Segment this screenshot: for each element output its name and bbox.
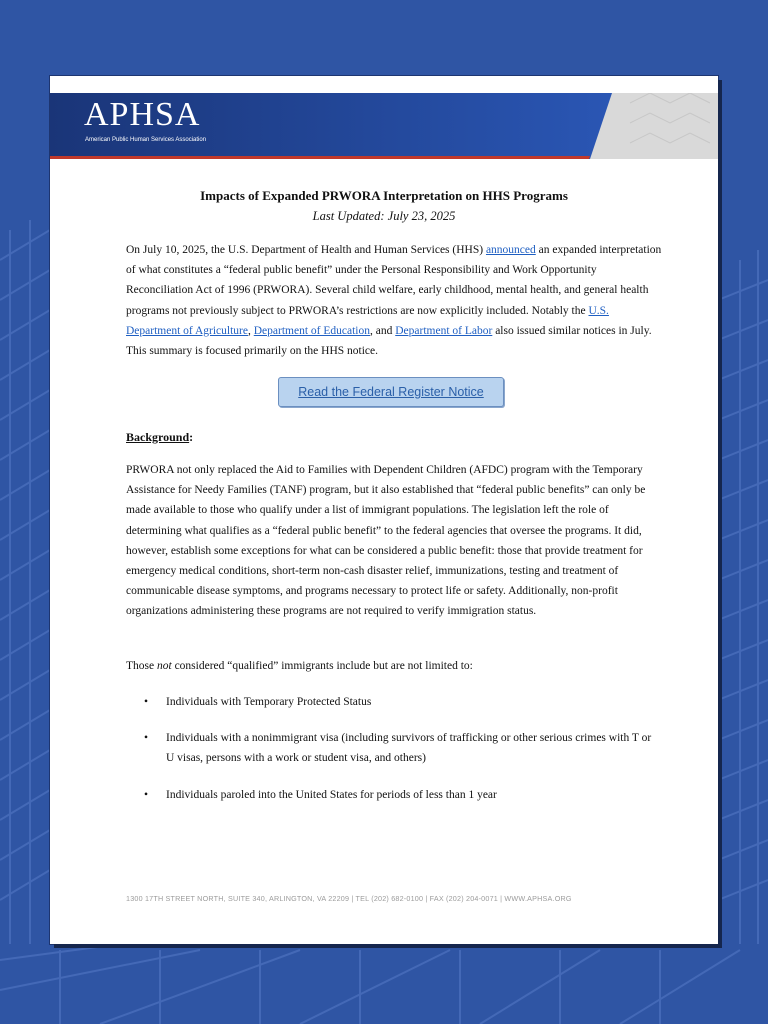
education-link[interactable]: Department of Education xyxy=(253,324,370,337)
intro-text-5: also issued similar notices in July. This summary is focused primarily on the HHS notice. xyxy=(126,324,652,358)
announced-link[interactable]: announced xyxy=(485,244,536,256)
aphsa-logo-subtitle: American Public Human Services Association xyxy=(85,137,207,143)
list-intro-after: considered “qualified” immigrants include but are not limited to: xyxy=(171,660,473,672)
list-item xyxy=(126,692,662,712)
labor-link[interactable]: Department of Labor xyxy=(395,324,493,337)
background-heading xyxy=(126,430,193,445)
federal-register-button[interactable]: Read the Federal Register Notice xyxy=(278,377,504,407)
list-item xyxy=(126,728,662,768)
bullet-icon: • xyxy=(144,696,149,708)
list-item xyxy=(126,785,662,805)
background-heading-text: Background xyxy=(126,430,190,444)
intro-paragraph xyxy=(126,240,662,361)
list-item-text: Individuals with Temporary Protected Status xyxy=(166,696,372,708)
document-page xyxy=(50,76,718,944)
qualified-list xyxy=(126,692,662,805)
background-heading-colon: : xyxy=(189,430,194,444)
usda-link[interactable]: U.S. Department of Agriculture xyxy=(126,304,609,337)
last-updated: Last Updated: July 23, 2025 xyxy=(312,209,456,223)
bullet-icon: • xyxy=(144,788,149,801)
bullet-icon: • xyxy=(144,732,149,745)
document-title: Impacts of Expanded PRWORA Interpretation on HHS Programs xyxy=(200,188,568,203)
intro-text-2: an expanded interpretation of what constitutes a “federal public benefit” under the Personal Responsibility and Work Opportunity Reconciliation Act of 1996 (PRWORA). Several child welfare, early childhood, mental health, and general health programs not previously subject to PRWORA’s restrictions are now explicitly included. Notably the xyxy=(126,244,662,317)
aphsa-logo: APHSA xyxy=(84,96,201,133)
intro-text-3: , xyxy=(248,324,254,337)
background-paragraph: PRWORA not only replaced the Aid to Families with Dependent Children (AFDC) program with the Temporary Assistance for Needy Families (TANF) program, but it also established that “federal public benefits” can only be made available to those who qualify under a list of immigrant populations. The legislation left the role of determining what qualifies as a “federal public benefit” to the federal agencies that oversee the programs. It did, however, establish some exceptions for what can be considered a public benefit: those that provide treatment for emergency medical conditions, short-term non-cash disaster relief, immunizations, testing and treatment of communicable disease symptoms, and programs necessary to protect life or safety. Additionally, non-profit organizations administering these programs are not required to verify immigration status. xyxy=(126,464,646,618)
list-intro-before: Those xyxy=(126,660,157,672)
list-intro xyxy=(126,656,662,676)
footer-address: 1300 17TH STREET NORTH, SUITE 340, ARLINGTON, VA 22209 | TEL (202) 682-0100 | FAX (202) 204-0071 | WWW.APHSA.ORG xyxy=(126,894,572,903)
intro-text-1: On July 10, 2025, the U.S. Department of Health and Human Services (HHS) xyxy=(126,244,486,256)
list-intro-italic: not xyxy=(156,660,172,672)
intro-text-4: , and xyxy=(370,324,396,337)
list-item-text: Individuals paroled into the United States for periods of less than 1 year xyxy=(166,788,497,801)
list-item-text: Individuals with a nonimmigrant visa (including survivors of trafficking or other serious crimes with T or U visas, persons with a work or student visa, and others) xyxy=(166,732,652,765)
